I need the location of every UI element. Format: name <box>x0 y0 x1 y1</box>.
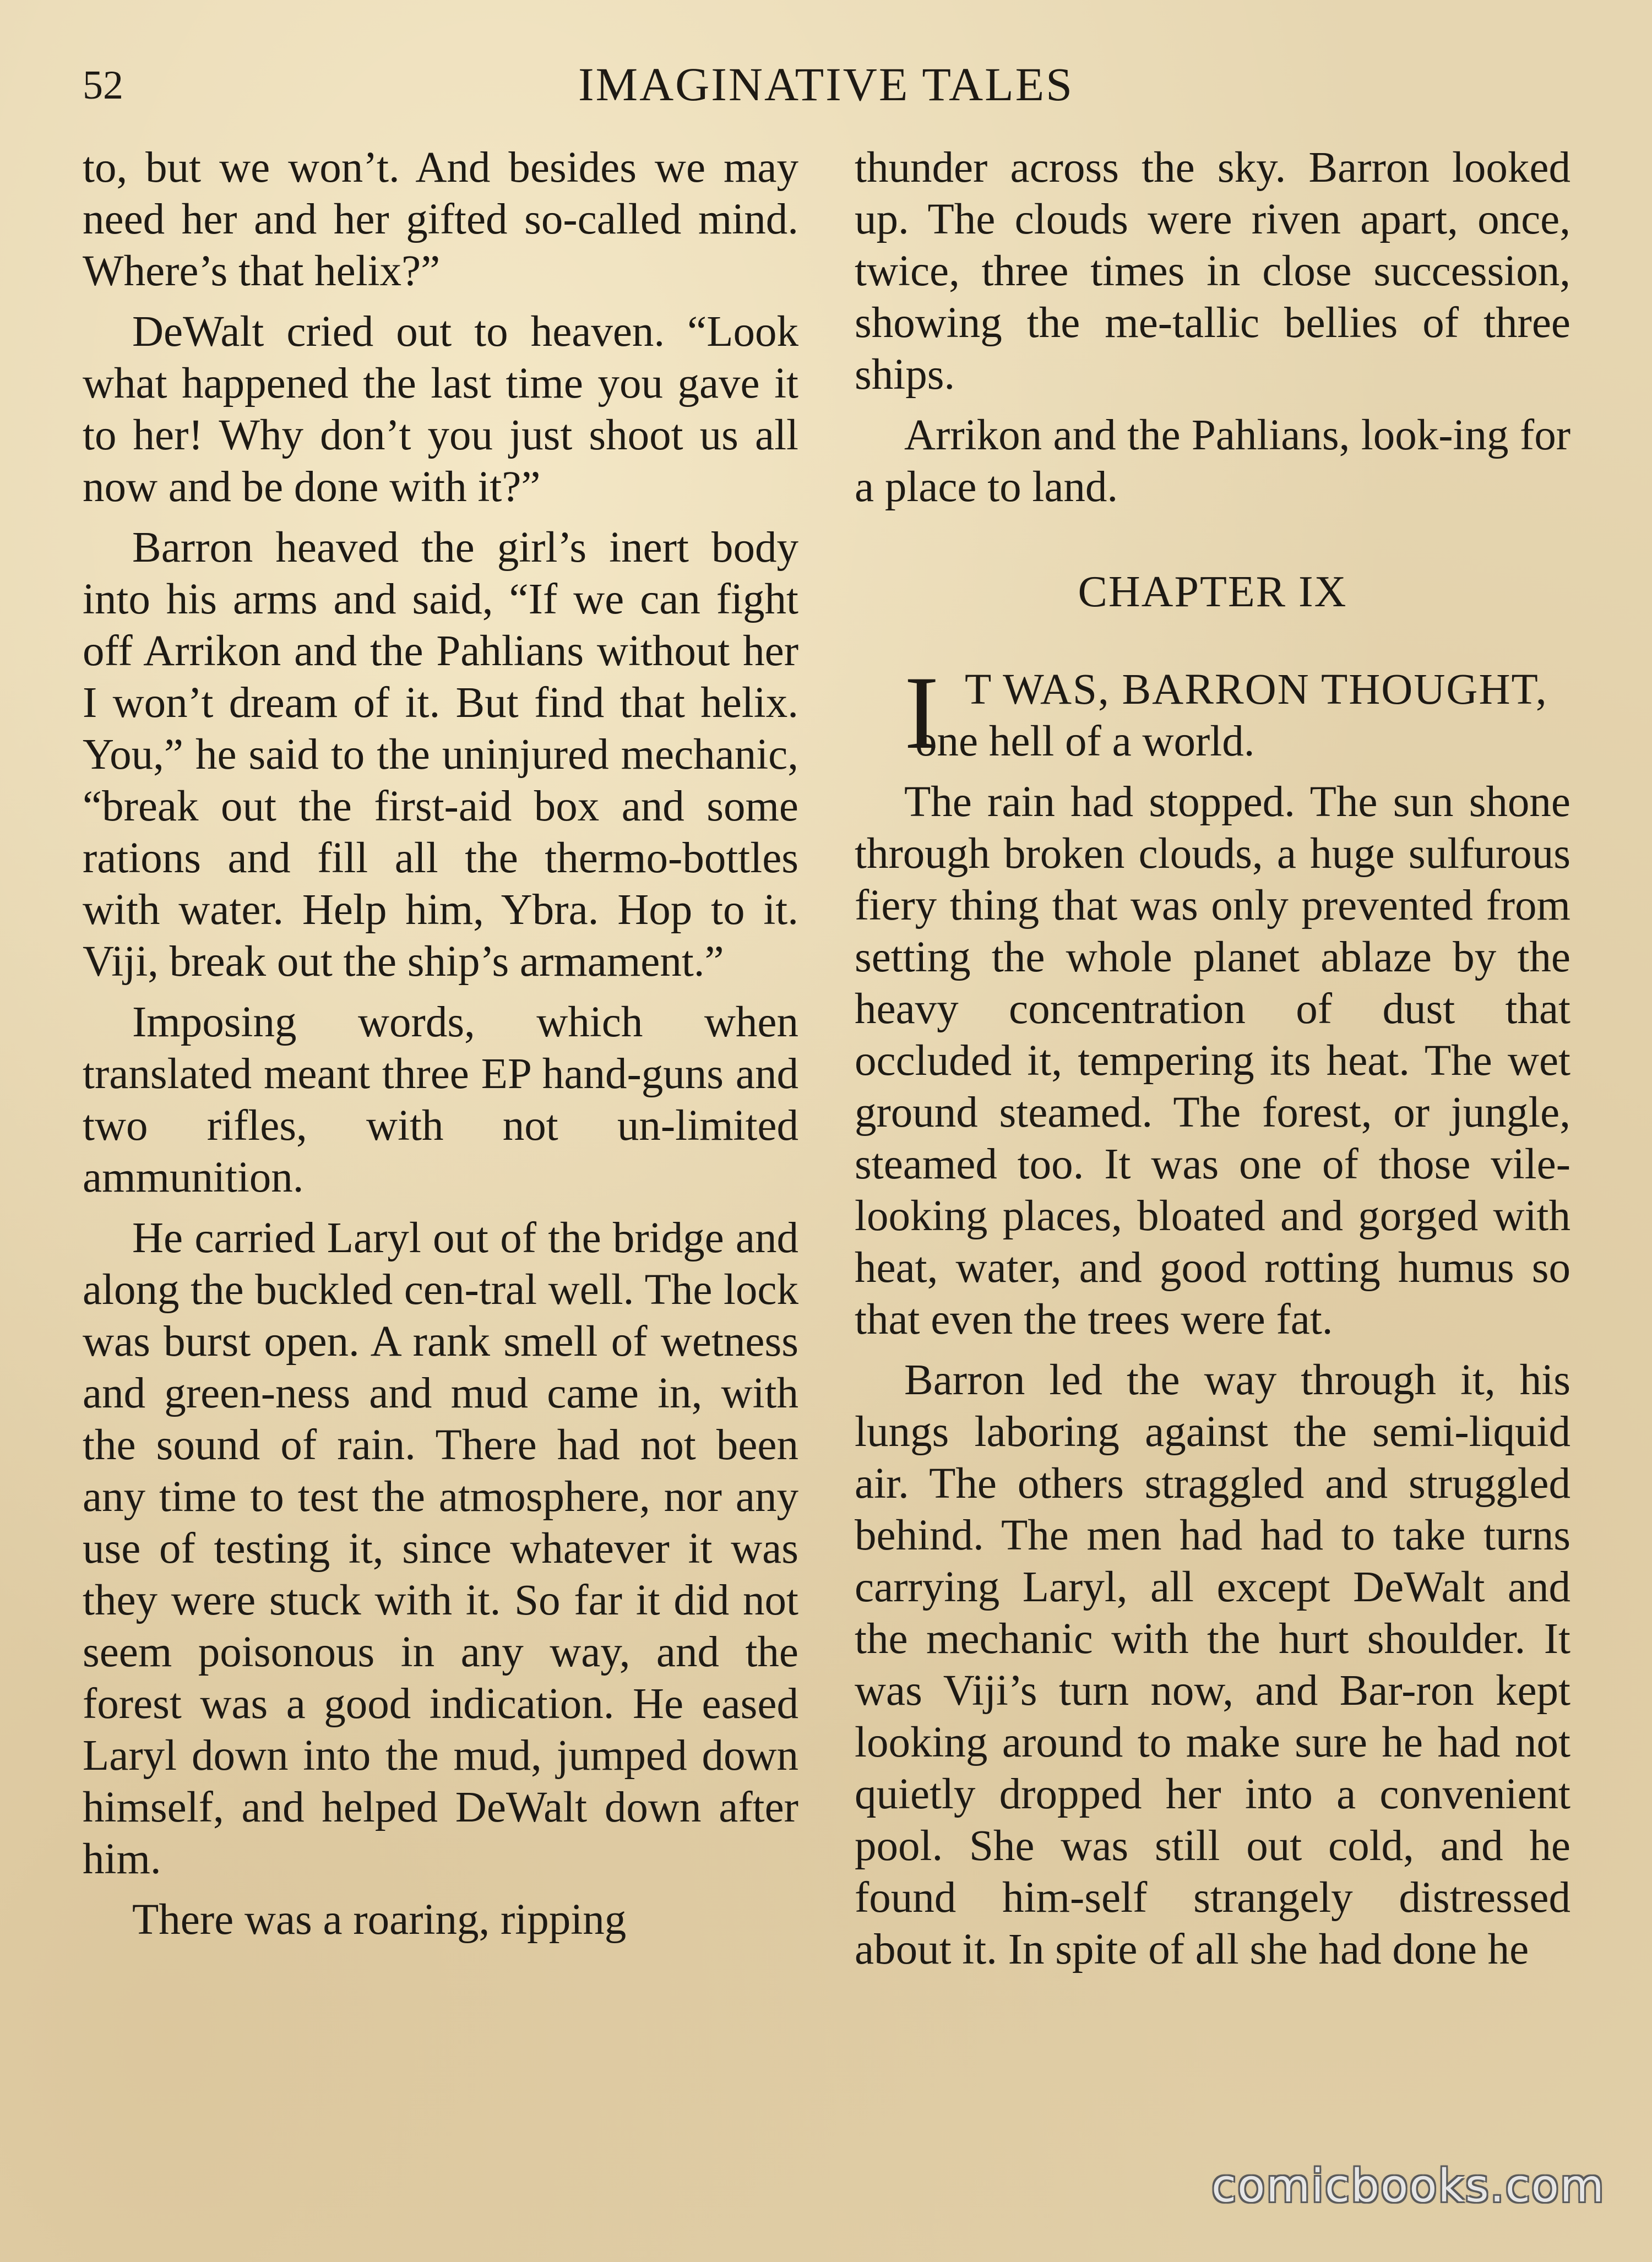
paragraph: Arrikon and the Pahlians, look-ing for a place to land. <box>855 411 1571 511</box>
page-number: 52 <box>83 63 123 108</box>
paragraph: There was a roaring, ripping <box>132 1896 627 1944</box>
opening-caps-line: T WAS, BARRON THOUGHT, <box>965 666 1548 714</box>
paragraph: DeWalt cried out to heaven. “Look what happened the last time you gave it to her! Why don’t you just shoot us all now and be done with it?” <box>83 308 798 511</box>
paragraph: He carried Laryl out of the bridge and along the buckled cen-tral well. The lock was burst open. A rank smell of wetness and green-ness and mud came in, with the sound of rain. There had not been any time to test the atmosphere, nor any use of testing it, since whatever it was they were stuck with it. So far it did not seem poisonous in any way, and the forest was a good indication. He eased Laryl down into the mud, jumped down himself, and helped DeWalt down after him. <box>83 1214 798 1883</box>
paragraph: Imposing words, which when translated meant three EP hand-guns and two rifles, with not un-limited ammunition. <box>83 998 798 1201</box>
watermark: comicbooks.com <box>1211 2160 1605 2212</box>
paragraph: Barron heaved the girl’s inert body into his arms and said, “If we can fight off Arrikon and the Pahlians without her I won’t dream of it. But find that helix. You,” he said to the uninjured mechanic, “break out the first-aid box and some rations and fill all the thermo-bottles with water. Help him, Ybra. Hop to it. Viji, break out the ship’s armament.” <box>83 524 798 986</box>
paragraph: Barron led the way through it, his lungs laboring against the semi-liquid air. The others straggled and struggled behind. The men had had to take turns carrying Laryl, all except DeWalt and the mechanic with the hurt shoulder. It was Viji’s turn now, and Bar-ron kept looking around to make sure he had not quietly dropped her into a convenient pool. She was still out cold, and he found him-self strangely distressed about it. In spite of all she had done he <box>855 1356 1571 1973</box>
running-title: IMAGINATIVE TALES <box>578 58 1074 111</box>
paragraph: to, but we won’t. And besides we may need her and her gifted so-called mind. Where’s that helix?” <box>83 144 798 295</box>
right-column <box>855 142 1571 1984</box>
paragraph: thunder across the sky. Barron looked up. The clouds were riven apart, once, twice, three times in close succession, showing the me-tallic bellies of three ships. <box>855 144 1571 399</box>
chapter-opening <box>855 655 1571 771</box>
left-column <box>83 142 798 1955</box>
opening-rest: one hell of a world. <box>915 717 1255 765</box>
drop-cap: I <box>904 655 939 771</box>
paragraph: The rain had stopped. The sun shone through broken clouds, a huge sulfurous fiery thing that was only prevented from setting the whole planet ablaze by the heavy concentration of dust that occluded it, tempering its heat. The wet ground steamed. The forest, or jungle, steamed too. It was one of those vile-looking places, bloated and gorged with heat, water, and good rotting humus so that even the trees were fat. <box>855 778 1571 1344</box>
chapter-heading: CHAPTER IX <box>1078 568 1347 616</box>
